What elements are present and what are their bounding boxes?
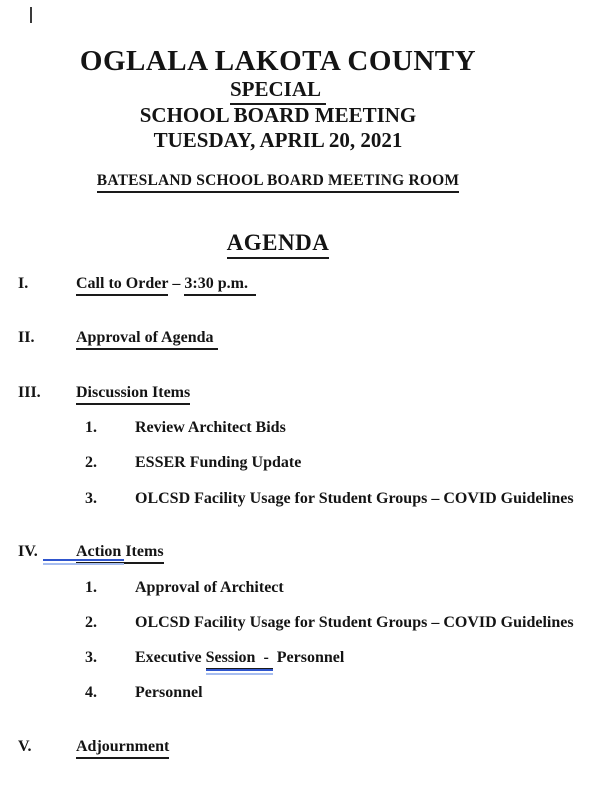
text-cursor bbox=[30, 7, 32, 23]
item-number: 3. bbox=[85, 649, 97, 666]
item-number: 4. bbox=[85, 684, 97, 701]
text-segment: Review Architect Bids bbox=[135, 419, 286, 436]
underlined-text-segment: Adjournment bbox=[76, 737, 169, 759]
section-heading bbox=[76, 274, 256, 296]
underlined-text-segment: Approval of Agenda bbox=[76, 328, 218, 350]
item-text bbox=[135, 648, 344, 670]
item-text bbox=[135, 613, 574, 632]
document-subtitle-meeting: SCHOOL BOARD MEETING bbox=[139, 103, 417, 127]
grammar-check-underline bbox=[43, 559, 124, 565]
agenda-heading-text: AGENDA bbox=[227, 229, 330, 259]
section-heading bbox=[76, 328, 218, 350]
section-numeral: IV. bbox=[18, 543, 38, 560]
item-text bbox=[135, 418, 286, 437]
item-number: 3. bbox=[85, 490, 97, 507]
section-numeral: V. bbox=[18, 738, 32, 755]
section-numeral: II. bbox=[18, 329, 35, 346]
section-heading bbox=[76, 737, 169, 759]
document-subtitle-special bbox=[0, 77, 556, 105]
item-text bbox=[135, 578, 284, 597]
text-segment: Personnel bbox=[272, 649, 345, 666]
underlined-text-segment: Action Items bbox=[76, 542, 164, 564]
underlined-text-segment: Call to Order bbox=[76, 274, 168, 296]
text-segment: – bbox=[168, 275, 185, 292]
item-text bbox=[135, 683, 203, 702]
text-segment: ESSER Funding Update bbox=[135, 454, 302, 471]
meeting-room-line bbox=[0, 171, 556, 193]
item-number: 1. bbox=[85, 579, 97, 596]
document-title: OGLALA LAKOTA COUNTY bbox=[79, 45, 477, 77]
document-date: TUESDAY, APRIL 20, 2021 bbox=[153, 128, 403, 152]
item-text bbox=[135, 489, 574, 508]
underlined-text-segment: 3:30 p.m. bbox=[184, 274, 256, 296]
section-numeral: I. bbox=[18, 275, 29, 292]
item-number: 2. bbox=[85, 454, 97, 471]
item-text bbox=[135, 453, 301, 472]
underlined-text-segment: Discussion Items bbox=[76, 383, 190, 405]
text-segment: OLCSD Facility Usage for Student Groups – COVID Guidelines bbox=[135, 490, 574, 507]
text-segment: Personnel bbox=[135, 684, 203, 701]
section-numeral: III. bbox=[18, 384, 41, 401]
meeting-room-text: BATESLAND SCHOOL BOARD MEETING ROOM bbox=[97, 171, 459, 193]
subtitle-special-text: SPECIAL bbox=[230, 77, 326, 105]
text-segment: Executive bbox=[135, 649, 206, 666]
section-heading bbox=[76, 383, 190, 405]
agenda-heading bbox=[0, 229, 556, 259]
text-segment: Approval of Architect bbox=[135, 579, 284, 596]
underlined-text-segment: Session - bbox=[206, 648, 273, 670]
item-number: 1. bbox=[85, 419, 97, 436]
item-number: 2. bbox=[85, 614, 97, 631]
text-segment: OLCSD Facility Usage for Student Groups – COVID Guidelines bbox=[135, 614, 574, 631]
